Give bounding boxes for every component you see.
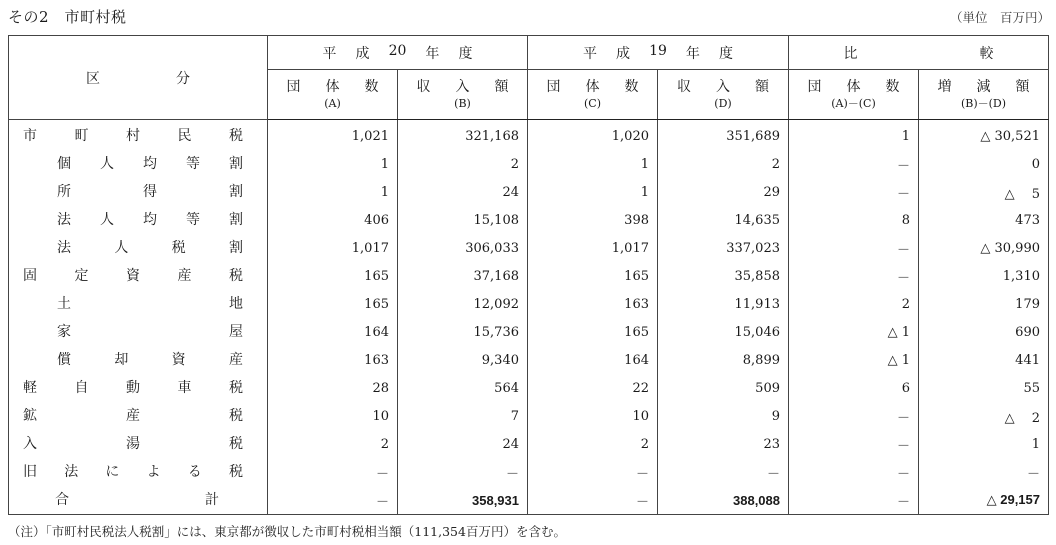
- sub-header-code: (B): [454, 96, 471, 110]
- row-category-char: 法: [57, 212, 71, 228]
- sub-header-char: 数: [885, 78, 900, 95]
- sub-header-char: 体: [325, 78, 340, 95]
- row-category-char: 旧: [23, 464, 37, 480]
- row-value: 1,020: [528, 120, 658, 151]
- row-category-char: 村: [126, 128, 140, 144]
- fy20-header-char: 度: [458, 45, 473, 62]
- row-value: －: [268, 458, 398, 486]
- row-value: 9: [658, 402, 789, 430]
- row-category: [9, 120, 268, 151]
- row-category-char: 民: [177, 128, 192, 144]
- sub-header-char: 数: [364, 78, 379, 95]
- table-row: [9, 120, 1049, 151]
- row-value: －: [789, 234, 919, 262]
- row-value: 14,635: [658, 206, 789, 234]
- row-value: 55: [919, 374, 1049, 402]
- row-value: 7: [398, 402, 528, 430]
- row-category: [9, 262, 268, 290]
- fy19-header-char: 平: [583, 45, 597, 62]
- row-category-char: 償: [57, 352, 71, 368]
- row-value: 6: [789, 374, 919, 402]
- row-value: 1,021: [268, 120, 398, 151]
- row-value: 15,736: [398, 318, 528, 346]
- row-category-char: 法: [57, 240, 71, 256]
- row-category: [9, 458, 268, 486]
- row-category-char: 人: [100, 212, 114, 228]
- row-value: －: [789, 486, 919, 515]
- row-value: 28: [268, 374, 398, 402]
- row-value: 165: [528, 318, 658, 346]
- row-value: 351,689: [658, 120, 789, 151]
- row-category-char: 資: [126, 268, 140, 284]
- row-value: －: [789, 430, 919, 458]
- table-row: [9, 234, 1049, 262]
- row-value: 8,899: [658, 346, 789, 374]
- row-value: △ 30,521: [919, 120, 1049, 151]
- row-category-char: 合: [55, 492, 69, 508]
- row-category-char: 税: [229, 128, 243, 144]
- row-value: 12,092: [398, 290, 528, 318]
- row-category-char: 鉱: [23, 408, 37, 424]
- row-value: 164: [268, 318, 398, 346]
- footnote: （注）「市町村民税法人税割」には、東京都が徴収した市町村税相当額（111,354百万円）を含む。: [8, 524, 566, 539]
- municipal-tax-table: [8, 35, 1049, 515]
- row-value: 321,168: [398, 120, 528, 151]
- row-value: 388,088: [658, 486, 789, 515]
- row-value: 1: [789, 120, 919, 151]
- row-category-char: 却: [114, 352, 129, 368]
- row-category-char: 所: [57, 184, 71, 200]
- row-value: △ 30,990: [919, 234, 1049, 262]
- row-category-char: 割: [229, 184, 243, 200]
- row-value: －: [268, 486, 398, 515]
- fy19-header: [528, 36, 789, 70]
- row-value: －: [398, 458, 528, 486]
- row-category-char: 固: [23, 268, 37, 284]
- row-category-char: 割: [228, 240, 243, 256]
- row-value: 10: [528, 402, 658, 430]
- row-category-char: 動: [126, 380, 140, 396]
- row-category-char: 自: [74, 380, 89, 396]
- row-value: 23: [658, 430, 789, 458]
- row-value: 165: [268, 262, 398, 290]
- row-category-char: 土: [57, 296, 71, 312]
- table-row: [9, 262, 1049, 290]
- row-category-char: 税: [229, 380, 243, 396]
- row-value: 2: [398, 150, 528, 178]
- row-category-char: 割: [229, 156, 243, 172]
- row-value: 564: [398, 374, 528, 402]
- row-category: [9, 290, 268, 318]
- sub-header-code: (D): [714, 96, 732, 110]
- fy19-header-char: 成: [616, 45, 631, 62]
- row-value: －: [789, 262, 919, 290]
- row-category: [9, 150, 268, 178]
- fy20-header-char: 20: [388, 42, 407, 59]
- row-category-char: 計: [205, 492, 219, 508]
- row-value: 1: [919, 430, 1049, 458]
- row-value: 164: [528, 346, 658, 374]
- table-row: [9, 346, 1049, 374]
- row-value: 1: [528, 178, 658, 206]
- sub-header-char: 収: [416, 78, 431, 95]
- row-category-char: 軽: [23, 380, 37, 396]
- row-value: 1: [268, 150, 398, 178]
- sub-header-char: 減: [976, 78, 991, 95]
- row-value: －: [789, 178, 919, 206]
- row-category: [9, 206, 268, 234]
- row-value: 165: [528, 262, 658, 290]
- sub-header-char: 入: [716, 78, 730, 95]
- sub-header-4: [789, 70, 919, 120]
- row-value: 11,913: [658, 290, 789, 318]
- row-value: 509: [658, 374, 789, 402]
- comparison-header: [789, 36, 1049, 70]
- row-value: 15,046: [658, 318, 789, 346]
- row-value: 165: [268, 290, 398, 318]
- row-value: 2: [528, 430, 658, 458]
- row-category: [9, 402, 268, 430]
- row-category-char: に: [105, 464, 120, 480]
- row-value: 306,033: [398, 234, 528, 262]
- row-category-char: 産: [228, 352, 243, 368]
- row-value: 1: [528, 150, 658, 178]
- comparison-header-char: 較: [979, 45, 994, 62]
- row-value: 2: [789, 290, 919, 318]
- row-category-char: 町: [74, 128, 89, 144]
- row-value: 163: [528, 290, 658, 318]
- row-value: 24: [398, 178, 528, 206]
- row-category-char: 人: [114, 240, 129, 256]
- row-category-char: 地: [229, 296, 243, 312]
- fy20-header: [268, 36, 528, 70]
- sub-header-code: (A)－(C): [831, 96, 876, 110]
- fy19-header-char: 19: [649, 42, 667, 59]
- row-value: －: [528, 486, 658, 515]
- comparison-header-char: 比: [843, 45, 858, 62]
- row-value: 37,168: [398, 262, 528, 290]
- row-value: 22: [528, 374, 658, 402]
- row-category: [9, 346, 268, 374]
- sub-header-code: (B)－(D): [960, 96, 1007, 110]
- fy20-header-char: 成: [355, 45, 370, 62]
- row-category-char: よ: [146, 464, 161, 480]
- sub-header-char: 収: [677, 78, 691, 95]
- sub-header-char: 額: [755, 78, 769, 95]
- row-category-char: 税: [228, 464, 243, 480]
- row-value: 15,108: [398, 206, 528, 234]
- table-row: [9, 402, 1049, 430]
- row-value: △ 1: [789, 318, 919, 346]
- sub-header-char: 体: [585, 78, 600, 95]
- table-row: [9, 178, 1049, 206]
- row-value: 337,023: [658, 234, 789, 262]
- sub-header-char: 額: [494, 78, 509, 95]
- row-category-char: る: [187, 464, 202, 480]
- row-value: 473: [919, 206, 1049, 234]
- row-value: 10: [268, 402, 398, 430]
- row-category-char: 家: [57, 324, 71, 340]
- table-row: [9, 318, 1049, 346]
- row-value: 358,931: [398, 486, 528, 515]
- fy19-header-char: 年: [685, 45, 700, 62]
- row-value: －: [789, 150, 919, 178]
- row-value: △ 5: [919, 178, 1049, 206]
- row-value: 398: [528, 206, 658, 234]
- row-value: －: [528, 458, 658, 486]
- row-category-char: 均: [143, 212, 157, 228]
- row-category-char: 湯: [126, 436, 140, 452]
- sub-header-char: 体: [846, 78, 861, 95]
- fy20-header-char: 年: [425, 45, 440, 62]
- row-value: △ 2: [919, 402, 1049, 430]
- row-value: 441: [919, 346, 1049, 374]
- row-category: [9, 318, 268, 346]
- row-value: 29: [658, 178, 789, 206]
- row-category-char: 定: [74, 268, 89, 284]
- category-header-char: 分: [176, 70, 190, 87]
- row-category: [9, 234, 268, 262]
- category-header: [9, 36, 268, 120]
- row-value: －: [658, 458, 789, 486]
- sub-header-char: 増: [937, 78, 952, 95]
- row-category-char: 税: [171, 240, 186, 256]
- sub-header-char: 額: [1015, 78, 1030, 95]
- row-value: 9,340: [398, 346, 528, 374]
- row-category-char: 割: [229, 212, 243, 228]
- row-category-char: 入: [23, 436, 37, 452]
- row-value: 2: [268, 430, 398, 458]
- row-value: －: [789, 402, 919, 430]
- row-value: 1,017: [528, 234, 658, 262]
- fy20-header-char: 平: [322, 45, 337, 62]
- table-row: [9, 430, 1049, 458]
- row-value: 1: [268, 178, 398, 206]
- row-value: 2: [658, 150, 789, 178]
- row-value: 179: [919, 290, 1049, 318]
- sub-header-char: 団: [807, 78, 822, 95]
- row-value: 24: [398, 430, 528, 458]
- sub-header-char: 団: [286, 78, 301, 95]
- sub-header-0: [268, 70, 398, 120]
- row-value: 406: [268, 206, 398, 234]
- row-value: －: [919, 458, 1049, 486]
- row-category-char: 屋: [229, 324, 243, 340]
- table-row: [9, 206, 1049, 234]
- row-category: [9, 430, 268, 458]
- row-value: △ 29,157: [919, 486, 1049, 515]
- row-value: 35,858: [658, 262, 789, 290]
- sub-header-char: 入: [455, 78, 470, 95]
- row-value: 690: [919, 318, 1049, 346]
- row-category: [9, 374, 268, 402]
- sub-header-1: [398, 70, 528, 120]
- row-category-char: 人: [100, 156, 114, 172]
- row-category-char: 均: [143, 156, 157, 172]
- row-category-char: 税: [229, 268, 243, 284]
- sub-header-2: [528, 70, 658, 120]
- row-category-char: 税: [229, 436, 243, 452]
- row-value: 1,017: [268, 234, 398, 262]
- row-category-char: 得: [143, 184, 157, 200]
- row-value: 8: [789, 206, 919, 234]
- row-category-char: 個: [57, 156, 71, 172]
- unit-label: （単位 百万円）: [949, 10, 1050, 25]
- row-category: [9, 486, 268, 515]
- table-row: [9, 486, 1049, 515]
- category-header-char: 区: [86, 70, 100, 87]
- row-category-char: 資: [171, 352, 186, 368]
- row-category-char: 法: [64, 464, 79, 480]
- page-title: その2 市町村税: [8, 8, 127, 26]
- table-row: [9, 374, 1049, 402]
- sub-header-5: [919, 70, 1049, 120]
- row-value: 0: [919, 150, 1049, 178]
- table-row: [9, 458, 1049, 486]
- sub-header-3: [658, 70, 789, 120]
- sub-header-char: 団: [546, 78, 561, 95]
- row-category-char: 等: [186, 212, 200, 228]
- row-value: 1,310: [919, 262, 1049, 290]
- row-category-char: 市: [23, 128, 37, 144]
- table-row: [9, 290, 1049, 318]
- row-category-char: 産: [177, 268, 192, 284]
- row-value: △ 1: [789, 346, 919, 374]
- sub-header-code: (C): [584, 96, 601, 110]
- row-category-char: 車: [177, 380, 192, 396]
- table-row: [9, 150, 1049, 178]
- sub-header-code: (A): [324, 96, 341, 110]
- fy19-header-char: 度: [718, 45, 733, 62]
- row-value: －: [789, 458, 919, 486]
- row-category: [9, 178, 268, 206]
- row-category-char: 等: [186, 156, 200, 172]
- row-category-char: 産: [126, 408, 140, 424]
- row-value: 163: [268, 346, 398, 374]
- row-category-char: 税: [229, 408, 243, 424]
- sub-header-char: 数: [624, 78, 639, 95]
